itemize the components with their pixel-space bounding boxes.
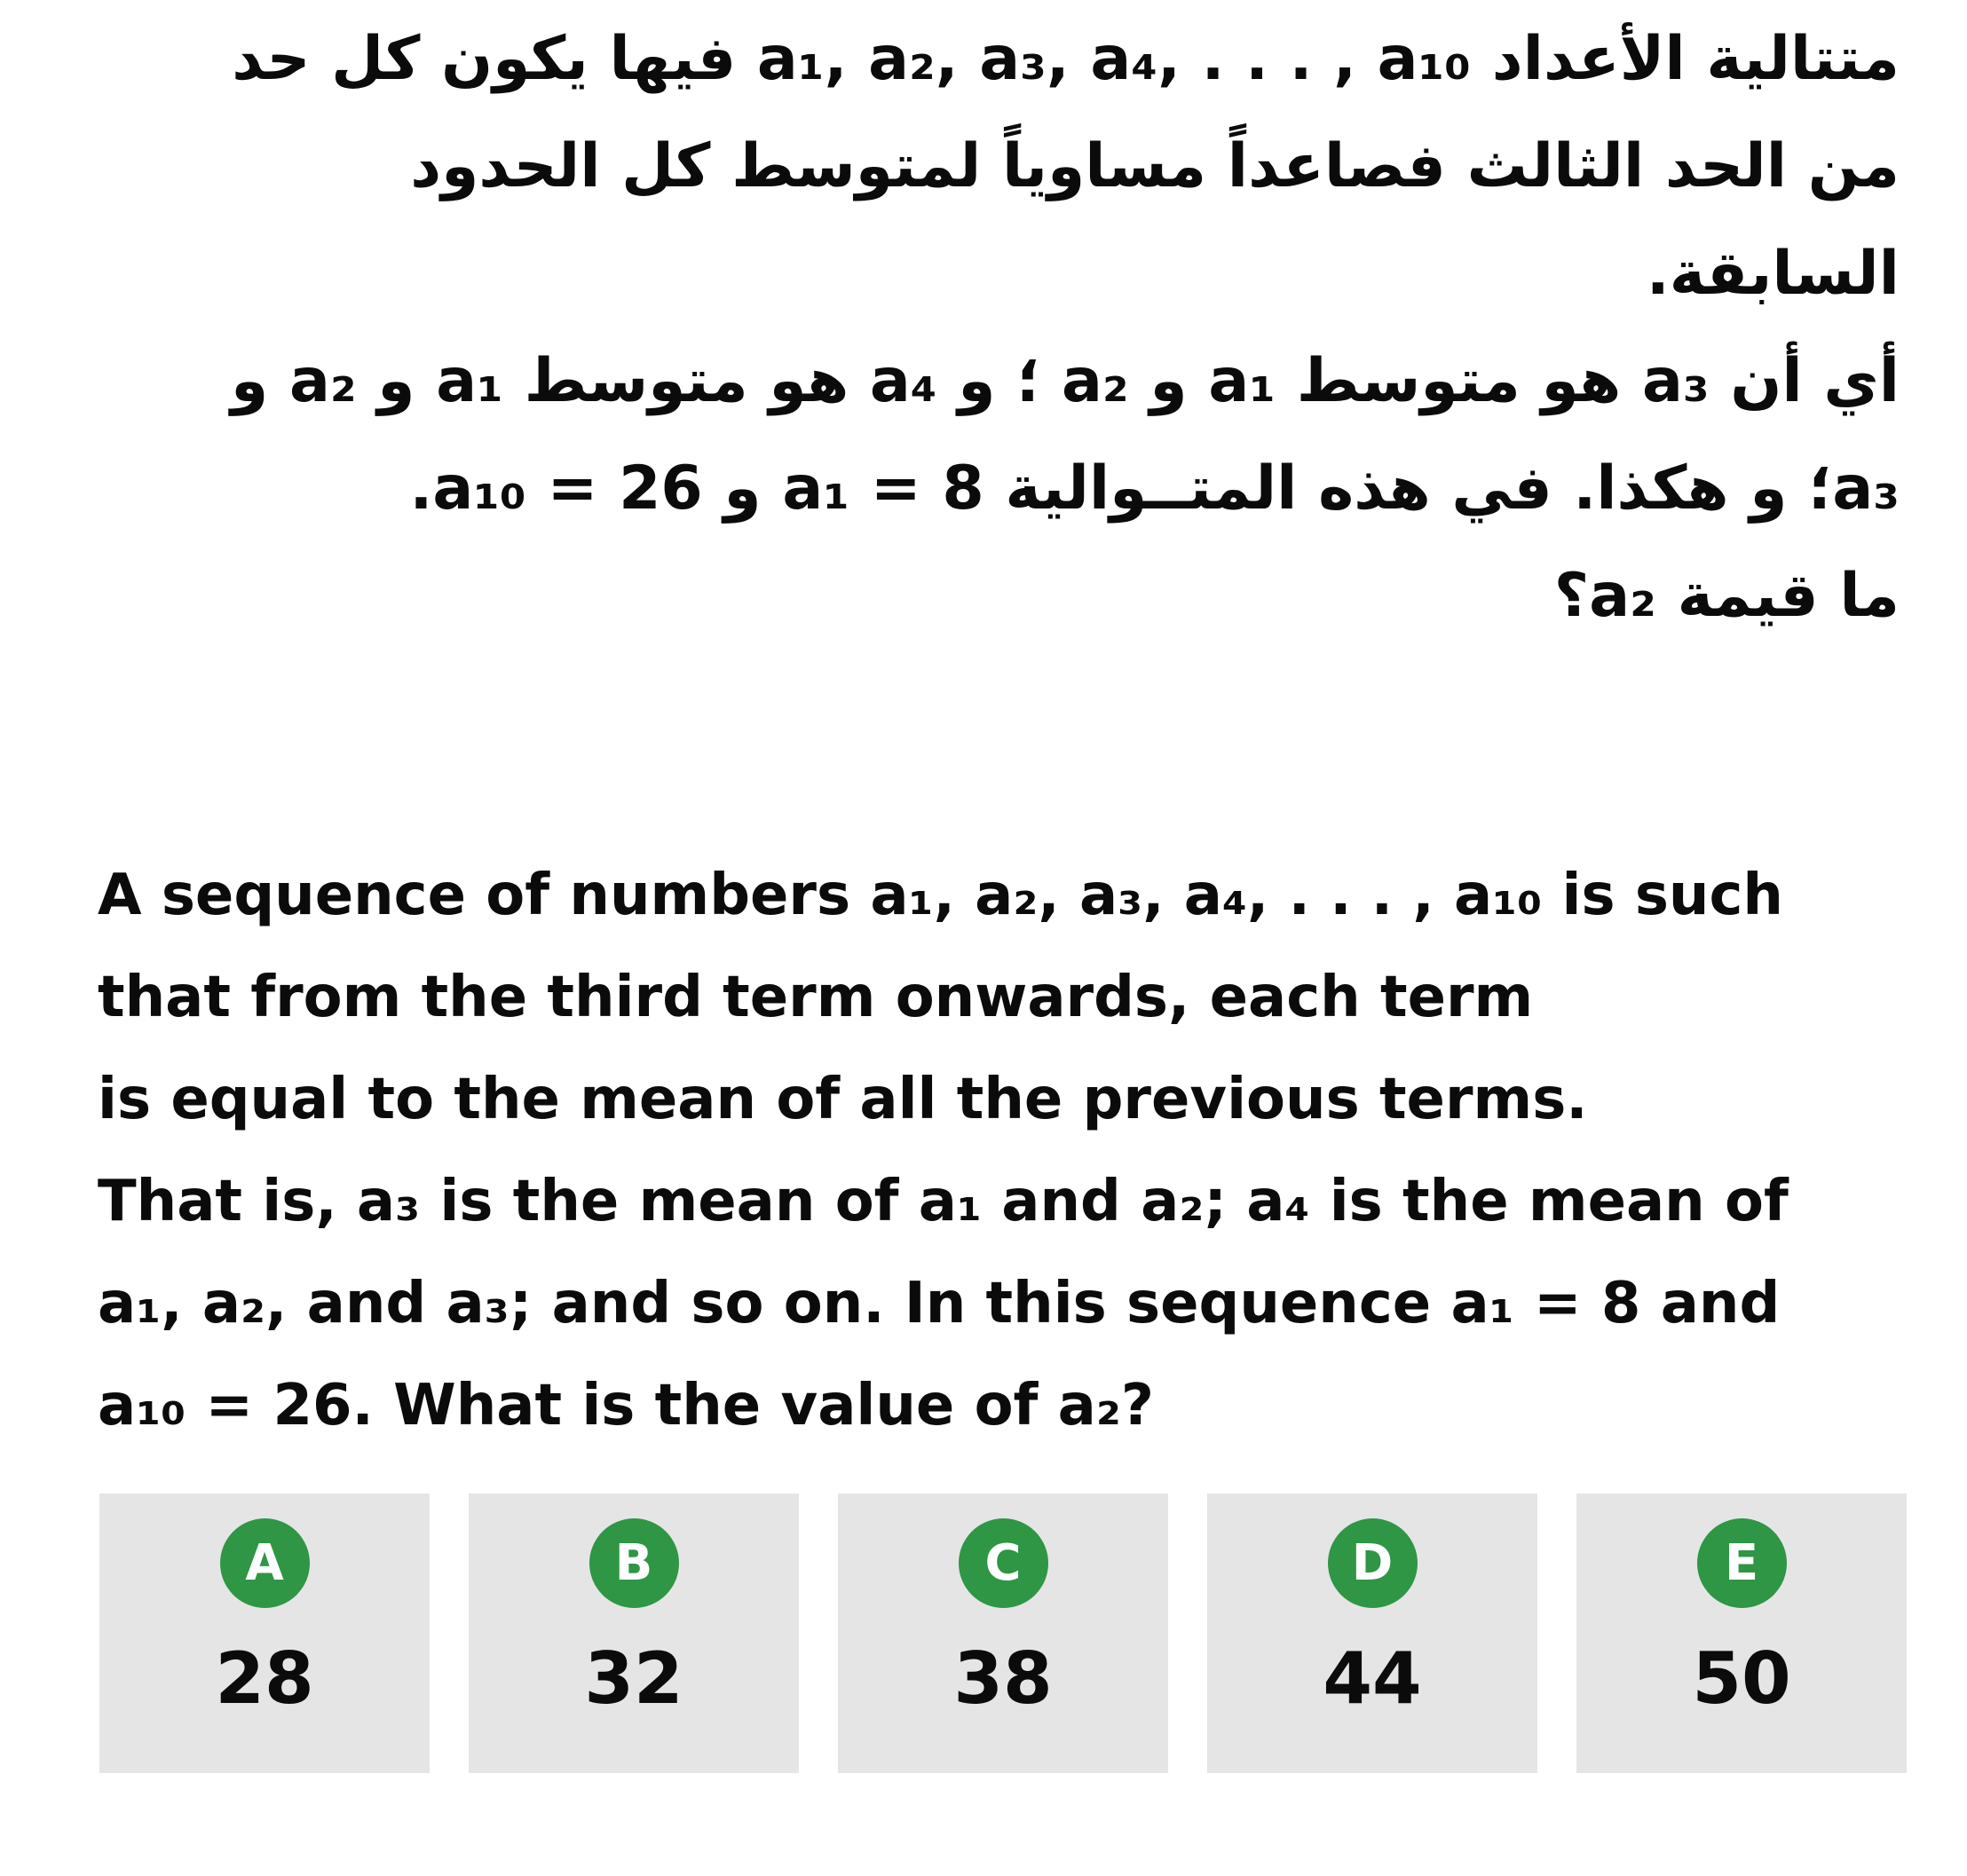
english-line-3: is equal to the mean of all the previous terms.: [98, 1067, 1588, 1132]
option-a-value: 28: [215, 1637, 314, 1720]
option-card-b[interactable]: [469, 1494, 799, 1773]
answer-options: [99, 1494, 1967, 1773]
option-e-badge: [1697, 1518, 1787, 1608]
option-b-badge: [589, 1518, 679, 1608]
option-c-letter: C: [984, 1533, 1022, 1592]
option-e-letter: E: [1724, 1533, 1759, 1592]
option-d-value: 44: [1323, 1637, 1422, 1720]
arabic-line-4: أي أن a₃ هو متوسط a₁ و a₂ ؛ و a₄ هو متوسط a₁ و a₂ و: [230, 346, 1900, 416]
english-line-4: That is, a₃ is the mean of a₁ and a₂; a₄ is the mean of: [98, 1169, 1789, 1234]
arabic-line-2: من الحد الثالث فصاعداً مساوياً لمتوسط كل الحدود: [410, 131, 1900, 201]
option-card-d[interactable]: [1207, 1494, 1537, 1773]
arabic-line-6: ما قيمة a₂؟: [1553, 561, 1900, 631]
option-card-a[interactable]: [99, 1494, 430, 1773]
arabic-line-3: السابقة.: [1646, 239, 1900, 309]
english-line-1: A sequence of numbers a₁, a₂, a₃, a₄, . . . , a₁₀ is such: [98, 863, 1783, 928]
option-b-letter: B: [614, 1533, 653, 1592]
question-text-arabic: [0, 0, 1967, 650]
option-a-letter: A: [245, 1533, 284, 1592]
english-line-5: a₁, a₂, and a₃; and so on. In this sequence a₁ = 8 and: [98, 1271, 1781, 1336]
option-a-badge: [220, 1518, 310, 1608]
option-card-c[interactable]: [838, 1494, 1168, 1773]
question-text-english: [0, 845, 1931, 1457]
arabic-line-5: a₃؛ و هكذا. في هذه المتــوالية a₁ = 8 و a₁₀ = 26.: [409, 453, 1900, 524]
option-b-value: 32: [584, 1637, 683, 1720]
option-d-badge: [1328, 1518, 1418, 1608]
option-e-value: 50: [1692, 1637, 1791, 1720]
option-c-badge: [959, 1518, 1048, 1608]
option-c-value: 38: [953, 1637, 1053, 1720]
option-card-e[interactable]: [1576, 1494, 1907, 1773]
option-d-letter: D: [1351, 1533, 1394, 1592]
english-line-2: that from the third term onwards, each term: [98, 965, 1534, 1030]
arabic-line-1: متتالية الأعداد a₁, a₂, a₃, a₄, . . . , a₁₀ فيها يكون كل حد: [232, 24, 1900, 94]
english-line-6: a₁₀ = 26. What is the value of a₂?: [98, 1373, 1154, 1439]
